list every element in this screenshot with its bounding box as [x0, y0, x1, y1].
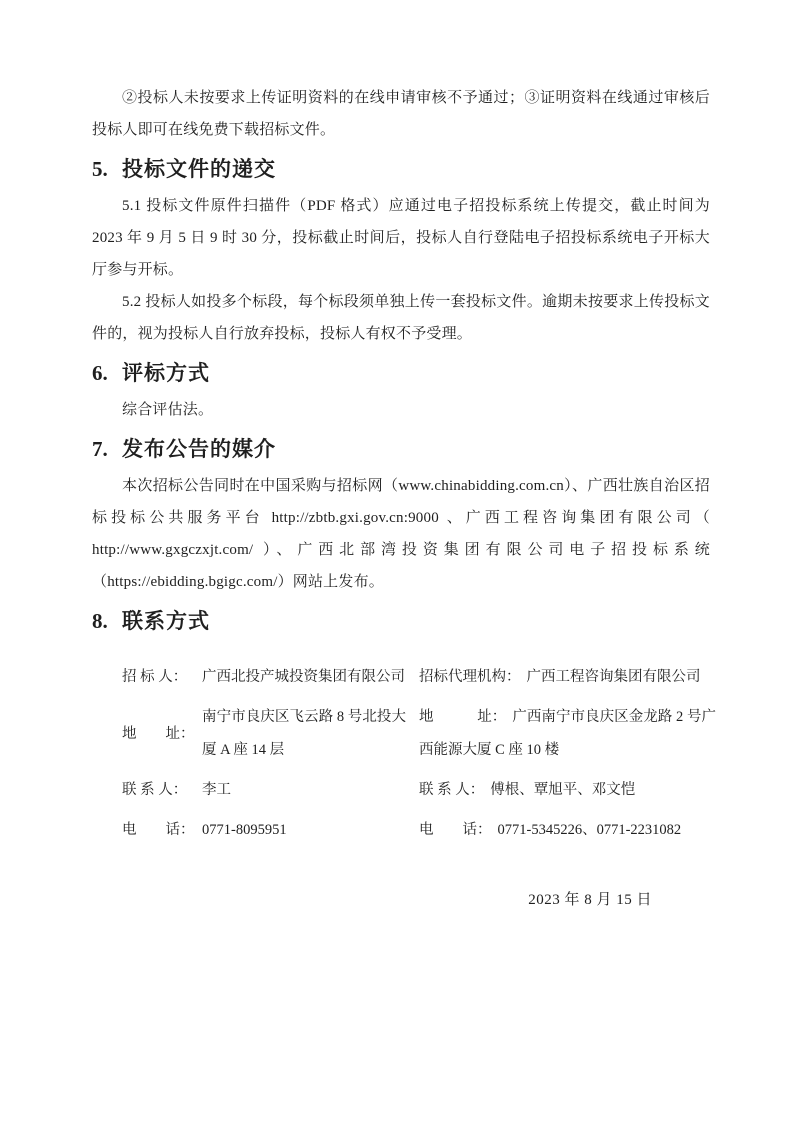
section-6-title: 评标方式	[122, 361, 210, 385]
tenderer-address-row	[122, 701, 406, 767]
agency-contact-column	[419, 661, 716, 854]
agency-phone-row	[419, 814, 716, 847]
tenderer-phone-value: 0771-8095951	[202, 822, 287, 838]
paragraph-7-1: 本次招标公告同时在中国采购与招标网（www.chinabidding.com.cn）、广西壮族自治区招标投标公共服务平台 http://zbtb.gxi.gov.cn:9000 、广西工程咨询集团有限公司（ http://www.gxgczxjt.com/ ）、广西北部湾投资集团有限公司电子招投标系统（https://ebidding.bgigc.com/）网站上发布。	[92, 478, 710, 590]
paragraph-6-1: 综合评估法。	[122, 402, 214, 418]
section-heading-5	[92, 156, 710, 183]
tenderer-address-label: 地 址：	[122, 725, 195, 742]
tenderer-name-row	[122, 661, 406, 694]
agency-contact-person-row	[419, 774, 716, 807]
agency-phone-label: 电 话：	[419, 822, 492, 838]
section-6-number: 6.	[92, 361, 108, 385]
tenderer-contact-person-row	[122, 774, 406, 807]
section-5-title: 投标文件的递交	[122, 157, 276, 181]
tenderer-name-value: 广西北投产城投资集团有限公司	[202, 669, 405, 685]
paragraph-5-2: 5.2 投标人如投多个标段，每个标段须单独上传一套投标文件。逾期未按要求上传投标文件的，视为投标人自行放弃投标，投标人有权不予受理。	[92, 294, 710, 342]
section-7-number: 7.	[92, 437, 108, 461]
section-heading-7	[92, 436, 710, 463]
document-date: 2023 年 8 月 15 日	[528, 892, 652, 908]
agency-address-row	[419, 701, 716, 767]
paragraph-5-1: 5.1 投标文件原件扫描件（PDF 格式）应通过电子招投标系统上传提交，截止时间为 2023 年 9 月 5 日 9 时 30 分，投标截止时间后，投标人自行登陆电子招投标系统电子开标大厅参与开标。	[92, 198, 710, 278]
agency-name-label: 招标代理机构：	[419, 669, 521, 685]
agency-address-value: 广西南宁市良庆区金龙路 2 号广西能源大厦 C 座 10 楼	[419, 709, 717, 758]
section-5-number: 5.	[92, 157, 108, 181]
section-7-title: 发布公告的媒介	[122, 437, 276, 461]
tenderer-contact-person-label: 联 系 人：	[122, 782, 188, 798]
tenderer-phone-row	[122, 814, 406, 847]
agency-name-value: 广西工程咨询集团有限公司	[526, 669, 701, 685]
section-8-number: 8.	[92, 609, 108, 633]
section-heading-6	[92, 360, 710, 387]
agency-phone-value: 0771-5345226、0771-2231082	[497, 822, 682, 838]
agency-contact-person-label: 联 系 人：	[419, 782, 485, 798]
agency-name-row	[419, 661, 716, 694]
intro-paragraph: ②投标人未按要求上传证明资料的在线申请审核不予通过；③证明资料在线通过审核后投标人即可在线免费下载招标文件。	[92, 90, 710, 138]
section-heading-8	[92, 608, 710, 635]
agency-contact-person-value: 傅根、覃旭平、邓文恺	[490, 782, 636, 798]
tenderer-name-label: 招 标 人：	[122, 669, 188, 685]
tenderer-contact-person-value: 李工	[202, 782, 231, 798]
tenderer-address-value: 南宁市良庆区飞云路 8 号北投大厦 A 座 14 层	[202, 709, 406, 758]
contact-table	[122, 661, 717, 854]
tenderer-contact-column	[122, 661, 406, 854]
agency-address-label: 地 址：	[419, 709, 507, 725]
section-8-title: 联系方式	[122, 609, 210, 633]
tenderer-phone-label: 电 话：	[122, 822, 195, 838]
